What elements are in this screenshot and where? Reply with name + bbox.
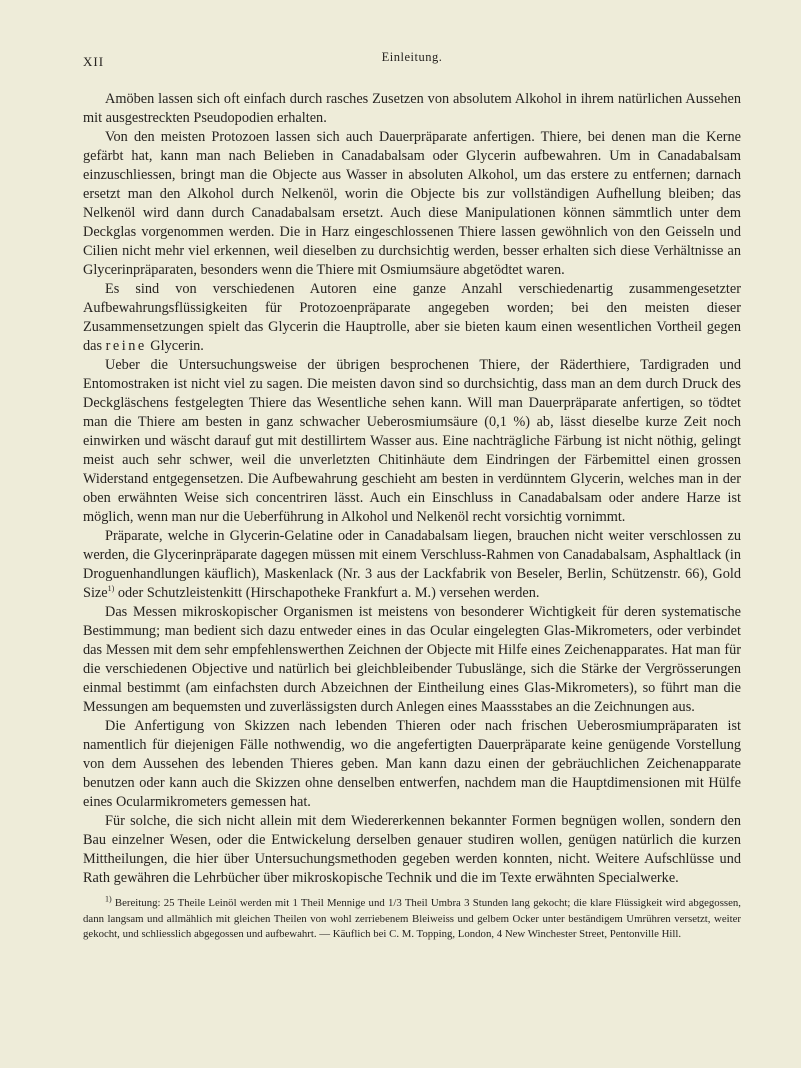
paragraph-amoeben: Amöben lassen sich oft einfach durch rasches Zusetzen von absolutem Alkohol in ihrem natürlichen Aussehen mit ausgestreckten Pseudopodien erhalten. [83, 91, 741, 126]
paragraph-lehrbuecher: Für solche, die sich nicht allein mit dem Wiedererkennen bekannter Formen begnügen wollen, sondern den Bau einzelner Wesen, oder die Entwickelung derselben genauer studiren wollen, genügen natürlich die kurzen Mittheilungen, die hier über Untersuchungsmethoden gegeben werden konnten, nicht. Weitere Aufschlüsse und Rath gewähren die Lehrbücher über mikroskopische Technik und die im Texte erwähnten Specialwerke. [83, 813, 741, 886]
paragraph-messen: Das Messen mikroskopischer Organismen ist meistens von besonderer Wichtigkeit für deren systematische Bestimmung; man bedient sich dazu entweder eines in das Ocular eingelegten Glas-Mikrometers, oder verbindet das Messen mit dem sehr empfehlenswerthen Zeichnen der Objecte mit Hilfe eines Zeichenapparates. Hat man für die verschiedenen Objective und natürlich bei gleichbleibender Tubuslänge, sich die Stärke der Vergrösserungen einmal bestimmt (am einfachsten durch Abzeichnen der Eintheilung eines Glas-Mikrometers), so führt man die Messungen am bequemsten und zuverlässigsten durch Anlegen eines Maassstabes an die Zeichnungen aus. [83, 604, 741, 715]
paragraph-praeparate-verschluss [83, 527, 741, 603]
footnote-mark: 1) [105, 894, 112, 904]
paragraph-aufbewahrungsfluessigkeiten [83, 280, 741, 356]
footnote-text: Bereitung: 25 Theile Leinöl werden mit 1 Theil Mennige und 1/3 Theil Umbra 3 Stunden lang gekocht; die klare Flüssigkeit wird abgegossen, dann langsam und allmählich mit gleichen Theilen von wohl zerriebenem Bleiweiss und gelbem Ocker unter beständigem Umrühren versetzt, weiter gekocht, und schliesslich abgegossen und aufbewahrt. — Käuflich bei C. M. Topping, London, 4 New Winchester Street, Pentonville Hill. [83, 897, 741, 940]
paragraph-untersuchungsweise: Ueber die Untersuchungsweise der übrigen besprochenen Thiere, der Räderthiere, Tardigraden und Entomostraken ist nicht viel zu sagen. Die meisten davon sind so durchsichtig, dass man an dem durch Druck des Deckgläschens festgelegten Thiere das Wesentliche sehen kann. Will man Dauerpräparate anfertigen, so tödtet man die Thiere am besten in ganz schwacher Ueberosmiumsäure (0,1 %) ab, lässt dieselbe kurze Zeit noch einwirken und wäscht darauf gut mit destillirtem Wasser aus. Eine nachträgliche Färbung ist nicht nöthig, gelingt meist auch sehr schwer, weil die unverletzten Chitinhäute dem Eindringen der Färbemittel einen grossen Widerstand entgegensetzen. Die Aufbewahrung geschieht am besten in verdünntem Glycerin, welches man in der oben erwähnten Weise sich concentriren lässt. Auch ein Einschluss in Canadabalsam oder andere Harze ist möglich, wenn man nur die Ueberführung in Alkohol und Nelkenöl recht vorsichtig vornimmt. [83, 357, 741, 525]
paragraph-skizzen: Die Anfertigung von Skizzen nach lebenden Thieren oder nach frischen Ueberosmiumpräparaten ist namentlich für diejenigen Fälle nothwendig, wo die angefertigten Dauerpräparate keine genügende Vorstellung von dem Aussehen des lebenden Thieres geben. Man kann dazu einen der gebräuchlichen Zeichenapparate benutzen oder kann auch die Skizzen ohne denselben entwerfen, nachdem man die Hauptdimensionen mit Hülfe eines Ocularmikrometers gemessen hat. [83, 718, 741, 810]
paragraph-text: Präparate, welche in Glycerin-Gelatine oder in Canadabalsam liegen, brauchen nicht weiter verschlossen zu werden, die Glycerinpräparate dagegen müssen mit einem Verschluss-Rahmen von Canadabalsam, Asphaltlack (in Droguenhandlungen käuflich), Maskenlack (Nr. 3 aus der Lackfabrik von Beseler, Berlin, Schützenstr. 66), Gold Size [83, 528, 741, 601]
emphasized-word: reine [105, 338, 147, 354]
paragraph-text: Es sind von verschiedenen Autoren eine ganze Anzahl verschiedenartig zusammengesetzter Aufbewahrungsflüssigkeiten für Protozoenpräparate angegeben worden; bei den meisten dieser Zusammensetzungen spielt das Glycerin die Hauptrolle, aber sie bieten kaum einen wesentlichen Vortheil gegen das [83, 281, 741, 354]
running-head: Einleitung. [381, 50, 443, 64]
paragraph-text: Glycerin. [146, 338, 204, 354]
page-header [83, 50, 741, 80]
page-number: XII [83, 54, 105, 69]
paragraph-dauerpraeparate: Von den meisten Protozoen lassen sich auch Dauerpräparate anfertigen. Thiere, bei denen man die Kerne gefärbt hat, kann man nach Belieben in Canadabalsam oder Glycerin aufbewahren. Um in Canadabalsam einzuschliessen, bringt man die Objecte aus Wasser in absoluten Alkohol, um das erstere zu entfernen; darnach ersetzt man den Alkohol durch Nelkenöl, worin die Objecte bis zur vollständigen Aufhellung bleiben; das Nelkenöl wird dann durch Canadabalsam ersetzt. Auch diese Manipulationen können sämmtlich unter dem Deckglas vorgenommen werden. Die in Harz eingeschlossenen Thiere lassen gewöhnlich von den Geisseln und Cilien nicht mehr viel erkennen, weil dieselben zu durchsichtig werden, besser erhalten sich diese Verhältnisse an Glycerinpräparaten, besonders wenn die Thiere mit Osmiumsäure abgetödtet waren. [83, 129, 741, 278]
body-text [83, 90, 741, 888]
footnote [83, 896, 741, 943]
footnote-reference: 1) [107, 584, 115, 594]
paragraph-text: oder Schutzleistenkitt (Hirschapotheke Frankfurt a. M.) versehen werden. [114, 585, 540, 601]
